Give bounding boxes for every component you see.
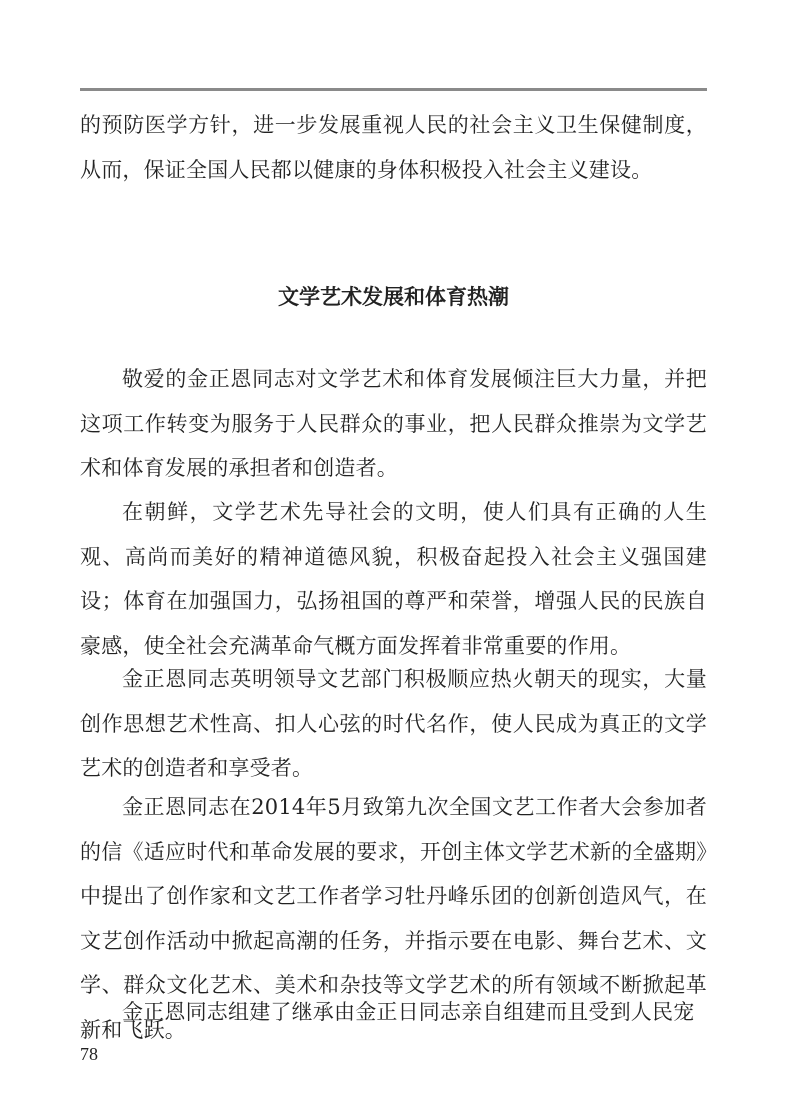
header-rule: [80, 88, 707, 91]
paragraph-4: 金正恩同志在2014年5月致第九次全国文艺工作者大会参加者的信《适应时代和革命发展的要求，开创主体文学艺术新的全盛期》中提出了创作家和文艺工作者学习牡丹峰乐团的创新创造风气，在文艺创作活动中掀起高潮的任务，并指示要在电影、舞台艺术、文学、群众文化艺术、美术和杂技等文学艺术的所有领域不断掀起革新和飞跃。: [80, 795, 707, 1042]
paragraph-2: 在朝鲜，文学艺术先导社会的文明，使人们具有正确的人生观、高尚而美好的精神道德风貌，积极奋起投入社会主义强国建设；体育在加强国力，弘扬祖国的尊严和荣誉，增强人民的民族自豪感，使全社会充满革命气概方面发挥着非常重要的作用。: [80, 500, 707, 658]
page-number: 78: [80, 1044, 98, 1064]
paragraph-5: 金正恩同志组建了继承由金正日同志亲自组建而且受到人民宠: [122, 1000, 695, 1024]
section-title: 文学艺术发展和体育热潮: [278, 285, 509, 309]
paragraph-1: 敬爱的金正恩同志对文学艺术和体育发展倾注巨大力量，并把这项工作转变为服务于人民群众的事业，把人民群众推崇为文学艺术和体育发展的承担者和创造者。: [80, 367, 707, 480]
continuation-paragraph: 的预防医学方针，进一步发展重视人民的社会主义卫生保健制度，从而，保证全国人民都以健康的身体积极投入社会主义建设。: [80, 113, 707, 182]
paragraph-3: 金正恩同志英明领导文艺部门积极顺应热火朝天的现实，大量创作思想艺术性高、扣人心弦的时代名作，使人民成为真正的文学艺术的创造者和享受者。: [80, 667, 707, 780]
